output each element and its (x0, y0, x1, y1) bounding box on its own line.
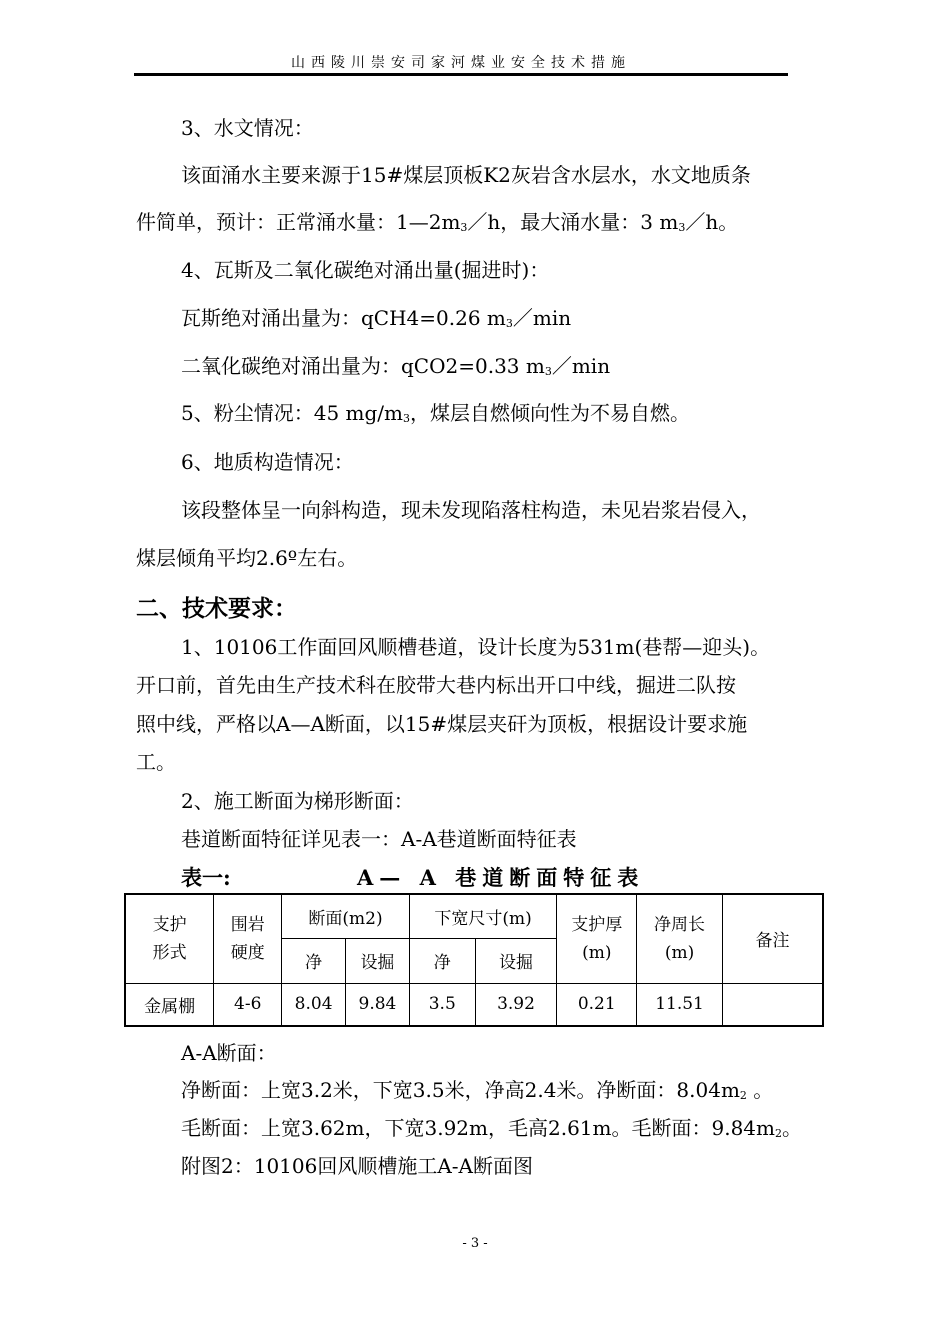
cell-section-net: 8.04 (282, 983, 346, 1026)
paragraph-gross-section: 毛断面：上宽3.62m，下宽3.92m，毛高2.61m。毛断面：$9.84m_2$。 (181, 1116, 802, 1140)
cell-width-design: 3.92 (475, 983, 557, 1026)
cell-net-perimeter: 11.51 (637, 983, 723, 1026)
cell-support-type: 金属棚 (125, 983, 214, 1026)
cell-section-design: 9.84 (346, 983, 410, 1026)
paragraph-methane: 瓦斯绝对涌出量为：qCH4=0.26 $m_3/\min$ (181, 306, 572, 330)
header-support-thickness: 支护厚(m) (557, 894, 637, 983)
cell-support-thickness: 0.21 (557, 983, 637, 1026)
paragraph-geology-heading: 6、地质构造情况： (181, 450, 354, 474)
paragraph-net-section: 净断面：上宽3.2米，下宽3.5米，净高2.4米。净断面：$8.04m_2$ 。 (181, 1078, 774, 1102)
paragraph-table-reference: 巷道断面特征详见表一：A-A巷道断面特征表 (181, 827, 577, 851)
paragraph-gas-heading: 4、瓦斯及二氧化碳绝对涌出量(掘进时)： (181, 258, 550, 282)
page-number: - 3 - (462, 1236, 488, 1251)
header-rule (134, 73, 788, 76)
header-remarks: 备注 (722, 894, 823, 983)
table-caption-title: A— A 巷道断面特征表 (357, 865, 645, 890)
paragraph-req2: 2、施工断面为梯形断面： (181, 789, 414, 813)
paragraph-hydrology-line1: 该面涌水主要来源于15#煤层顶板K2灰岩含水层水，水文地质条 (181, 163, 751, 187)
paragraph-aa-section-label: A-A断面： (181, 1041, 277, 1065)
paragraph-req1-line2: 开口前，首先由生产技术科在胶带大巷内标出开口中线，掘进二队按 (136, 673, 736, 697)
section-spec-table (124, 893, 824, 1027)
header-support-type: 支护形式 (125, 894, 214, 983)
cell-remarks (722, 983, 823, 1026)
subheader-width-design: 设掘 (475, 938, 557, 983)
header-rock-hardness: 围岩硬度 (214, 894, 282, 983)
paragraph-figure-reference: 附图2：10106回风顺槽施工A-A断面图 (181, 1154, 533, 1178)
paragraph-req1-line1: 1、10106工作面回风顺槽巷道，设计长度为531m(巷帮—迎头)。 (181, 635, 771, 659)
table-caption-label: 表一: (181, 865, 231, 890)
document-header-title: 山西陵川崇安司家河煤业安全技术措施 (291, 55, 631, 71)
paragraph-geology-line2: 煤层倾角平均2.6º左右。 (136, 546, 358, 570)
table-header-row (125, 894, 823, 938)
subheader-width-net: 净 (409, 938, 475, 983)
paragraph-hydrology-heading: 3、水文情况： (181, 116, 314, 140)
cell-width-net: 3.5 (409, 983, 475, 1026)
paragraph-dust: 5、粉尘情况：45 $mg/m_3$，煤层自燃倾向性为不易自燃。 (181, 401, 691, 425)
paragraph-co2: 二氧化碳绝对涌出量为：qCO2=0.33 $m_3/\min$ (181, 354, 611, 378)
subheader-section-design: 设掘 (346, 938, 410, 983)
table-row (125, 983, 823, 1026)
paragraph-geology-line1: 该段整体呈一向斜构造，现未发现陷落柱构造，未见岩浆岩侵入， (181, 498, 761, 522)
subheader-section-net: 净 (282, 938, 346, 983)
paragraph-req1-line3: 照中线，严格以A—A断面，以15#煤层夹矸为顶板，根据设计要求施 (136, 712, 748, 736)
paragraph-req1-line4: 工。 (136, 750, 176, 774)
paragraph-hydrology-line2: 件简单，预计：正常涌水量：$1—2m_3/h$，最大涌水量：3 $m_3/h$。 (136, 210, 739, 234)
header-section-area: 断面(m2) (282, 894, 410, 938)
header-bottom-width: 下宽尺寸(m) (409, 894, 557, 938)
header-net-perimeter: 净周长(m) (637, 894, 723, 983)
section-heading-tech-requirements: 二、技术要求： (136, 596, 297, 622)
cell-rock-hardness: 4-6 (214, 983, 282, 1026)
